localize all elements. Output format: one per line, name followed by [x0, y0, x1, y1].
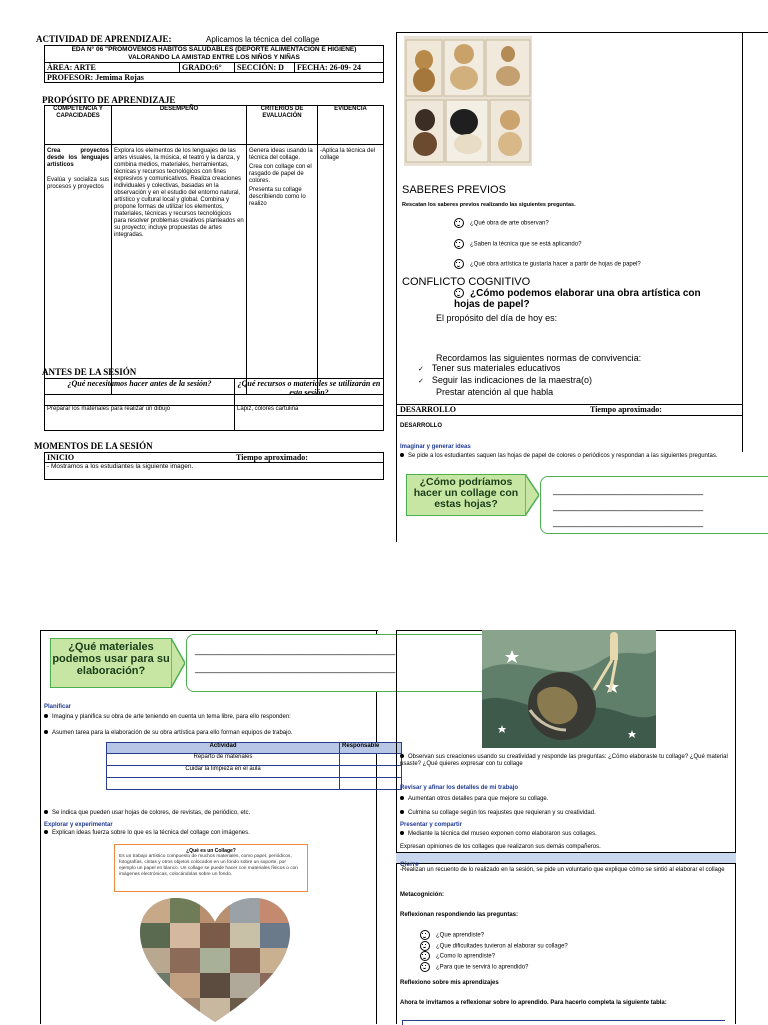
callout-materiales: ¿Qué materiales podemos usar para su elaboración? — [50, 638, 172, 688]
proposito-title: PROPÓSITO DE APRENDIZAJE — [42, 95, 176, 105]
desarrollo-label: DESARROLLO — [400, 423, 442, 429]
seccion-cell: SECCIÓN: D — [235, 63, 295, 73]
antes-title: ANTES DE LA SESIÓN — [42, 367, 137, 377]
competencia-b: Evalúa y socializa sus procesos y proyectos — [47, 177, 109, 191]
heart-collage-image — [140, 898, 290, 1024]
normas-title: Recordamos las siguientes normas de convivencia: — [436, 353, 642, 363]
revisar-item-1: Aumentan otros detalles para que mejore su collage. — [400, 796, 548, 803]
smiley-icon — [420, 941, 430, 951]
dogs-collage-image — [404, 36, 532, 166]
conflicto-question: ¿Cómo podemos elaborar una obra artística con hojas de papel? — [454, 288, 701, 310]
th-desempeno: DESEMPEÑO — [112, 106, 247, 145]
box-text: Es un trabajo artístico compuesto de muchos materiales, como papel, periódicos, fotografías, cintas y otros objetos colocados en un fondo sobre un soporte, por ejemplo un papel en blanco. Un collage se puede hacer con materiales físicos o con imágenes electrónicas, colocándolas sobre un fondo. — [119, 854, 298, 877]
saberes-title: SABERES PREVIOS — [402, 184, 506, 196]
presentar-title: Presentar y compartir — [400, 822, 463, 828]
antes-table — [44, 378, 384, 431]
antes-a1: Preparar los materiales para realizar un dibujo — [45, 406, 235, 431]
smiley-icon — [454, 288, 464, 298]
smiley-icon — [454, 239, 464, 249]
question-1: ¿Qué obra de arte observan? — [454, 218, 549, 228]
inicio-table — [44, 452, 384, 480]
antes-q1: ¿Qué necesitamos hacer antes de la sesión? — [45, 379, 235, 406]
reflection-table-top — [402, 1020, 725, 1025]
proposito-table — [44, 105, 384, 395]
smiley-icon — [454, 218, 464, 228]
desarrollo-tiempo: Tiempo aproximado: — [590, 405, 662, 414]
revisar-item-2: Culmina su collage según los reajustes que requieran y su creatividad. — [400, 810, 596, 817]
planificar-title: Planificar — [44, 704, 72, 710]
box-title: ¿Qué es un Collage? — [186, 848, 236, 854]
cierre-label: Cierre — [400, 861, 419, 868]
presentar-item-1: Mediante la técnica del museo exponen como elaboraron sus collages. — [400, 831, 597, 838]
criterio-2: Crea con collage con el rasgado de papel de colores. — [249, 164, 312, 185]
reflexiono-title: Reflexiono sobre mis aprendizajes — [400, 980, 499, 986]
tasks-table — [106, 742, 402, 790]
grado-cell: GRADO:6° — [180, 63, 235, 73]
eda-line-1: EDA N° 06 "PROMOVEMOS HÁBITOS SALUDABLES (DEPORTE ALIMENTACIÓN E HIGIENE) — [71, 46, 357, 53]
page-2 — [396, 32, 768, 542]
fecha-cell: FECHA: 26-09- 24 — [295, 63, 384, 73]
page-4 — [396, 630, 736, 1024]
plan-item-2: Asumen tarea para la elaboración de su obra artística para ello forman equipos de trabajo. — [44, 730, 292, 737]
metacog-q2: ¿Que dificultades tuvieron al elaborar su collage? — [420, 941, 568, 952]
th-actividad: Actividad — [107, 743, 340, 754]
explorar-item: Explican ideas fuerza sobre lo que es la técnica del collage con imágenes. — [44, 830, 250, 837]
normas-list — [418, 363, 592, 397]
norma-2: ✓ Seguir las indicaciones de la maestra(o) — [418, 375, 592, 385]
metacog-title: Metacognición: — [400, 892, 445, 898]
question-3: ¿Qué obra artística te gustaría hacer a partir de hojas de papel? — [454, 259, 641, 269]
antes-a2: Lápiz, colores cartulina — [235, 406, 384, 431]
antes-q2: ¿Qué recursos o materiales se utilizarán en esta sesión? — [235, 379, 384, 406]
desarrollo-header: DESARROLLO — [400, 405, 457, 414]
imaginar-text: Se pide a los estudiantes saquen las hojas de papel de colores o periódicos y respondan a las siguientes preguntas. — [400, 453, 720, 460]
inicio-text: - Mostramos a los estudiantes la siguiente imagen. — [45, 463, 384, 480]
smiley-icon — [420, 962, 430, 972]
earth-illustration-image — [482, 630, 656, 748]
criterio-3: Presenta su collage describiendo como lo realizo — [249, 187, 306, 208]
page-3 — [40, 630, 402, 1024]
callout-arrow-icon — [171, 638, 185, 688]
ahora-text: Ahora te invitamos a reflexionar sobre lo aprendido. Para hacerlo completa la siguiente tabla: — [400, 1000, 667, 1006]
metacog-q3: ¿Como lo aprendiste? — [420, 951, 568, 962]
callout-collage: ¿Cómo podríamos hacer un collage con estas hojas? — [406, 474, 526, 516]
observan-item: Observan sus creaciones usando su creatividad y responde las preguntas: ¿Cómo elaboraste tu collage? ¿Qué material usaste? ¿Qué quieres expresar con tu collage — [400, 754, 728, 767]
actividad-label: ACTIVIDAD DE APRENDIZAJE: — [36, 34, 172, 44]
actividad-value: Aplicamos la técnica del collage — [206, 35, 320, 44]
th-responsable: Responsable — [340, 743, 402, 754]
cierre-text: -Realizan un recuento de lo realizado en la sesión, se pide un voluntario que explique cómo se sintió al elaborar el collage — [400, 867, 725, 873]
smiley-icon — [420, 951, 430, 961]
metacog-list — [420, 930, 568, 972]
plan-item-1: Imagina y planifica su obra de arte teniendo en cuenta un tema libre, para ello responden: — [44, 714, 291, 721]
expresan-text: Expresan opiniones de los collages que realizaron sus demás compañeros. — [400, 844, 601, 850]
task-row-1: Reparto de materiales — [107, 754, 340, 766]
desempeno-cell: Explora los elementos de los lenguajes de las artes visuales, la música, el teatro y la danza, y combina medios, materiales, herramientas, técnicas y recursos tecnológicos con fines expresivos y comunicativos. Realiza creaciones individuales y colectivas, basadas en la observación y en el estudio del entorno natural, artístico y cultural local y global. Combina y propone formas de utilizar los elementos, materiales, técnicas y recursos tecnológicos para resolver problemas creativos planteados en su proyecto; incluye propuestas de artes integradas. — [112, 145, 247, 395]
header-table — [44, 45, 384, 83]
metacog-q4: ¿Para que te servirá lo aprendido? — [420, 962, 568, 973]
th-competencia: COMPETENCIA Y CAPACIDADES — [45, 106, 112, 145]
collage-definition-box — [114, 844, 308, 892]
imaginar-title: Imaginar y generar ideas — [400, 444, 471, 450]
indica-item: Se indica que pueden usar hojas de colores, de revistas, de periódico, etc. — [44, 810, 250, 817]
revisar-title: Revisar y afinar los detalles de mi trabajo — [400, 785, 519, 791]
criterio-1: Genera ideas usando la técnica del collage. — [249, 148, 313, 162]
saberes-intro: Rescatan los saberes previos realizando las siguientes preguntas. — [402, 202, 576, 208]
conflicto-title: CONFLICTO COGNITIVO — [402, 276, 531, 288]
norma-1: ✓ Tener sus materiales educativos — [418, 363, 561, 373]
evidencia-cell: -Aplica la técnica del collage — [318, 145, 384, 395]
reflexionan-title: Reflexionan respondiendo las preguntas: — [400, 912, 519, 918]
page-1 — [34, 34, 384, 474]
inicio-label: INICIO — [45, 453, 235, 463]
explorar-title: Explorar y experimentar — [44, 822, 113, 828]
smiley-icon — [454, 259, 464, 269]
inicio-tiempo: Tiempo aproximado: — [234, 453, 384, 463]
cierre-bar — [396, 852, 736, 868]
th-evidencia: EVIDENCIA — [318, 106, 384, 145]
eda-line-2: VALORANDO LA AMISTAD ENTRE LOS NIÑOS Y NIÑAS — [128, 54, 300, 61]
area-cell: ÁREA: ARTE — [45, 63, 180, 73]
callout-arrow-icon — [525, 474, 539, 516]
metacog-q1: ¿Que aprendiste? — [420, 930, 568, 941]
question-2: ¿Saben la técnica que se está aplicando? — [454, 239, 581, 249]
smiley-icon — [420, 930, 430, 940]
answer-bubble[interactable]: ________________________________________ ________________________________________ — [186, 634, 526, 692]
competencia-a: Crea proyectos desde los lenguajes artísticos — [47, 148, 109, 169]
norma-3: Prestar atención al que habla — [436, 387, 554, 397]
answer-bubble[interactable]: ______________________________ ______________________________ ______________________________ — [540, 476, 768, 534]
profesor-cell: PROFESOR: Jemima Rojas — [45, 73, 384, 83]
proposito-dia: El propósito del día de hoy es: — [436, 313, 558, 323]
momentos-title: MOMENTOS DE LA SESIÓN — [34, 441, 153, 451]
task-row-2: Cuidar la limpieza en el aula — [107, 766, 340, 778]
th-criterios: CRITERIOS DE EVALUACIÓN — [247, 106, 318, 145]
